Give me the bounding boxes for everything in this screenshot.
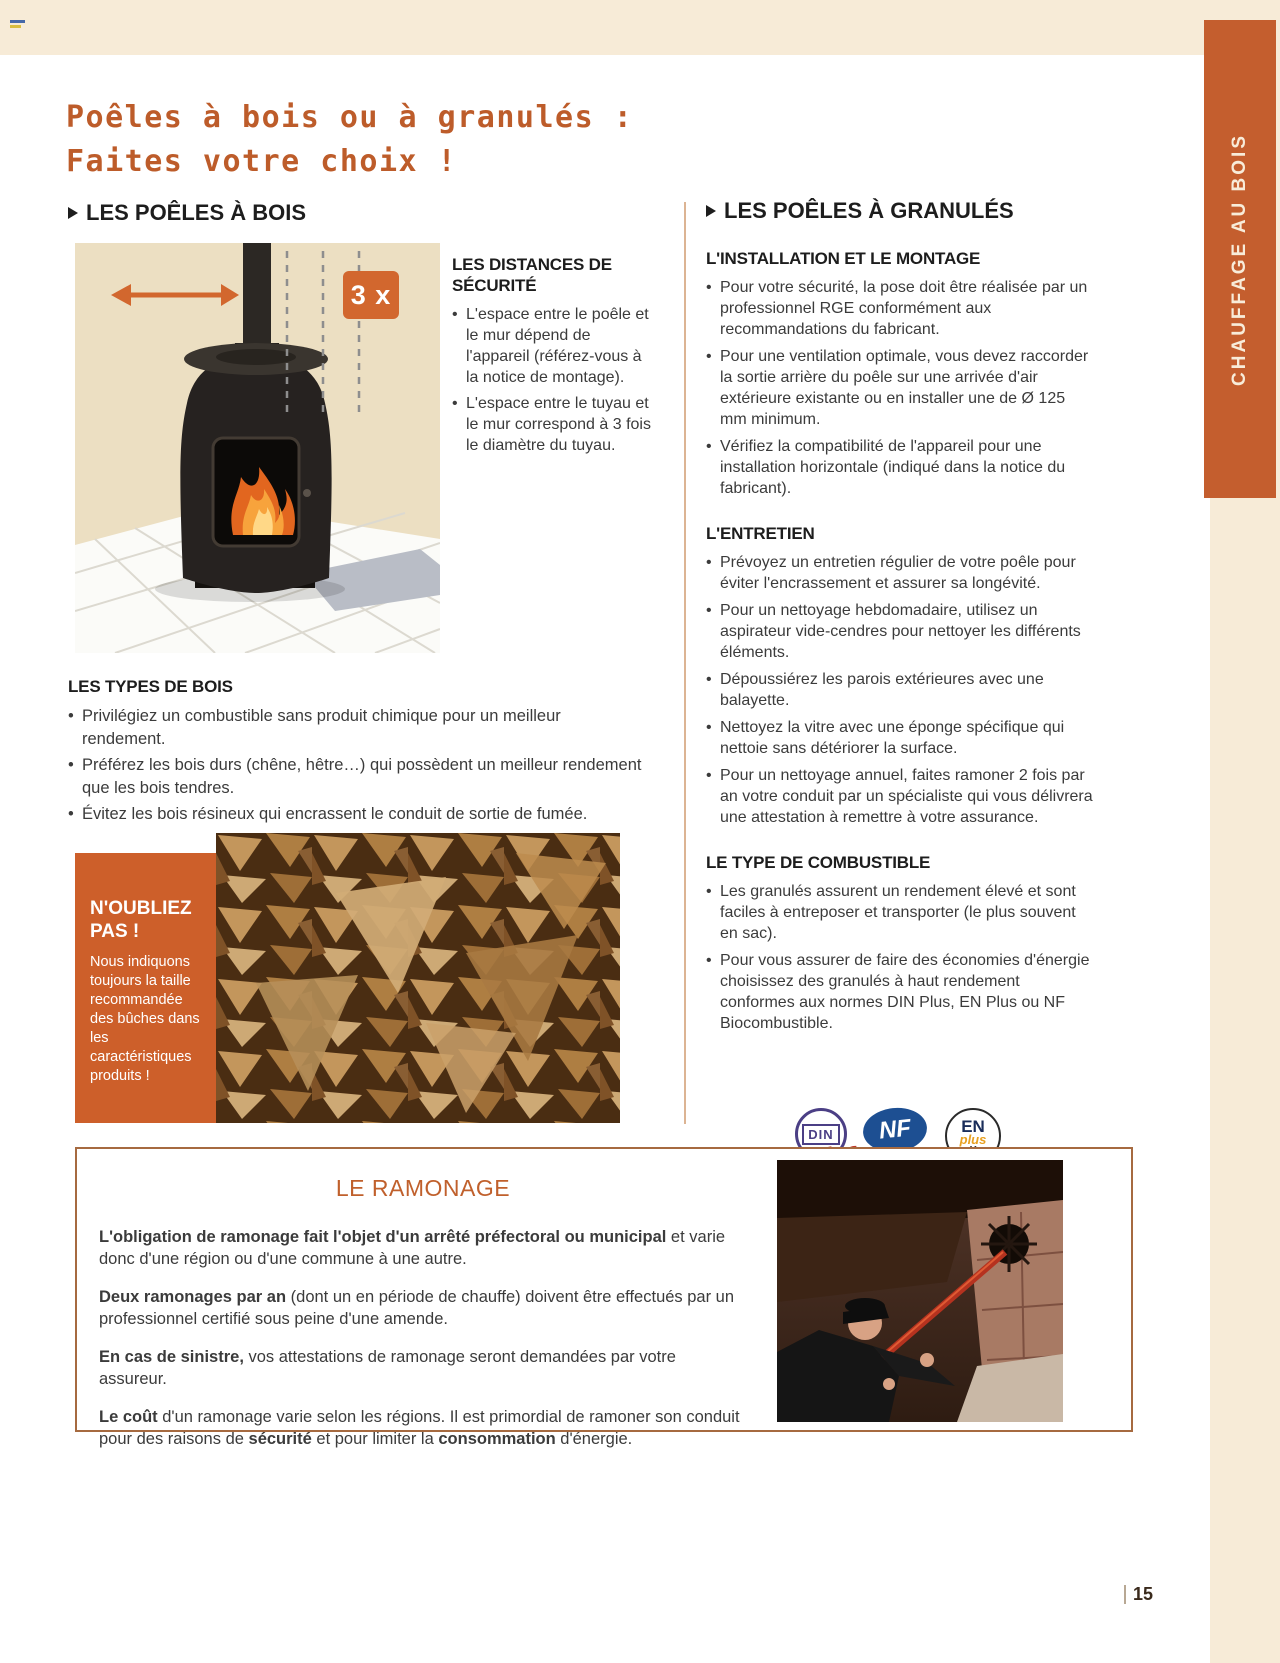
nf-biocombustibles-logo: NF (863, 1108, 929, 1167)
page-title-line2: Faites votre choix ! (66, 144, 458, 179)
ramonage-paragraph: L'obligation de ramonage fait l'objet d'un arrêté préfectoral ou municipal et varie donc d'une région ou d'une commune à une autre. (99, 1228, 726, 1268)
list-item: • Privilégiez un combustible sans produit chimique pour un meilleur rendement. (68, 705, 648, 751)
ramonage-paragraph: En cas de sinistre, vos attestations de ramonage seront demandées par votre assureur. (99, 1348, 676, 1388)
triangle-bullet-icon (68, 207, 78, 219)
ramonage-title: LE RAMONAGE (335, 1175, 511, 1201)
en-plus-logo: EN plus (945, 1108, 1001, 1164)
distances-list (452, 304, 652, 456)
types-de-bois-block (68, 676, 648, 829)
page-number-rule (1124, 1585, 1126, 1604)
chimney-sweep-photo (777, 1160, 1063, 1422)
list-item: • Pour vous assurer de faire des économies d'énergie choisissez des granulés à haut rendement conformes aux normes DIN Plus, EN Plus ou NF Biocombustible. (706, 950, 1094, 1034)
column-divider (684, 202, 686, 1124)
noubliez-pas-body: Nous indiquons toujours la taille recommandée des bûches dans les caractéristiques produits ! (90, 954, 200, 1084)
list-item: • Prévoyez un entretien régulier de votre poêle pour éviter l'encrassement et assurer sa longévité. (706, 552, 1094, 594)
types-list (68, 705, 648, 826)
page-top-margin (0, 0, 1280, 55)
heading-poeles-a-bois: LES POÊLES À BOIS (68, 200, 306, 226)
stove-illustration (75, 243, 440, 653)
list-item: • Les granulés assurent un rendement élevé et sont faciles à entreposer et transporter (le plus souvent en sac). (706, 881, 1094, 944)
list-item: • L'espace entre le tuyau et le mur correspond à 3 fois le diamètre du tuyau. (452, 393, 652, 456)
ramonage-paragraph: Le coût d'un ramonage varie selon les régions. Il est primordial de ramoner son conduit pour des raisons de sécurité et pour limiter la consommation d'énergie. (99, 1408, 740, 1448)
ramonage-box (75, 1147, 1133, 1448)
distances-heading: LES DISTANCES DE SÉCURITÉ (452, 255, 612, 295)
entretien-heading: L'ENTRETIEN (706, 524, 815, 543)
page-title (66, 96, 633, 184)
three-times-badge: 3 x (343, 271, 399, 319)
ramonage-paragraph: Deux ramonages par an (dont un en période de chauffe) doivent être effectués par un professionnel certifié sous peine d'une amende. (99, 1288, 735, 1328)
wood-pile-photo (216, 833, 620, 1123)
list-item: • L'espace entre le poêle et le mur dépend de l'appareil (référez-vous à la notice de montage). (452, 304, 652, 388)
noubliez-pas-callout (75, 853, 216, 1123)
list-item: • Dépoussiérez les parois extérieures avec une balayette. (706, 669, 1094, 711)
heading-poeles-a-granules: LES POÊLES À GRANULÉS (706, 198, 1094, 224)
list-item: • Pour votre sécurité, la pose doit être réalisée par un professionnel RGE conformément aux recommandations du fabricant. (706, 277, 1094, 340)
combustible-heading: LE TYPE DE COMBUSTIBLE (706, 853, 931, 872)
poeles-a-granules-column (706, 198, 1094, 1040)
installation-list (706, 277, 1094, 499)
chapter-tab (1204, 20, 1276, 498)
page-number: 15 (1124, 1584, 1153, 1605)
ramonage-text (99, 1161, 747, 1466)
list-item: • Évitez les bois résineux qui encrassent le conduit de sortie de fumée. (68, 803, 648, 826)
corner-flag-icon (10, 20, 25, 30)
list-item: • Préférez les bois durs (chêne, hêtre…) qui possèdent un meilleur rendement que les bois tendres. (68, 754, 648, 800)
noubliez-pas-title: N'OUBLIEZ PAS ! (90, 898, 192, 942)
combustible-list (706, 881, 1094, 1034)
page-title-line1: Poêles à bois ou à granulés : (66, 100, 634, 135)
installation-heading: L'INSTALLATION ET LE MONTAGE (706, 249, 981, 268)
entretien-list (706, 552, 1094, 828)
triangle-bullet-icon (706, 205, 716, 217)
list-item: • Vérifiez la compatibilité de l'appareil pour une installation horizontale (indiqué dans la notice du fabricant). (706, 436, 1094, 499)
list-item: • Pour un nettoyage annuel, faites ramoner 2 fois par an votre conduit par un spécialiste qui vous délivrera une attestation à remettre à votre assurance. (706, 765, 1094, 828)
distances-securite-block (452, 254, 652, 461)
chapter-tab-label: CHAUFFAGE AU BOIS (1229, 132, 1250, 386)
types-heading: LES TYPES DE BOIS (68, 677, 233, 696)
list-item: • Pour une ventilation optimale, vous devez raccorder la sortie arrière du poêle sur une arrivée d'air extérieure existante ou en installer une de Ø 125 mm minimum. (706, 346, 1094, 430)
list-item: • Nettoyez la vitre avec une éponge spécifique qui nettoie sans détériorer la surface. (706, 717, 1094, 759)
din-plus-logo: DIN (795, 1108, 847, 1160)
list-item: • Pour un nettoyage hebdomadaire, utilisez un aspirateur vide-cendres pour nettoyer les différents éléments. (706, 600, 1094, 663)
